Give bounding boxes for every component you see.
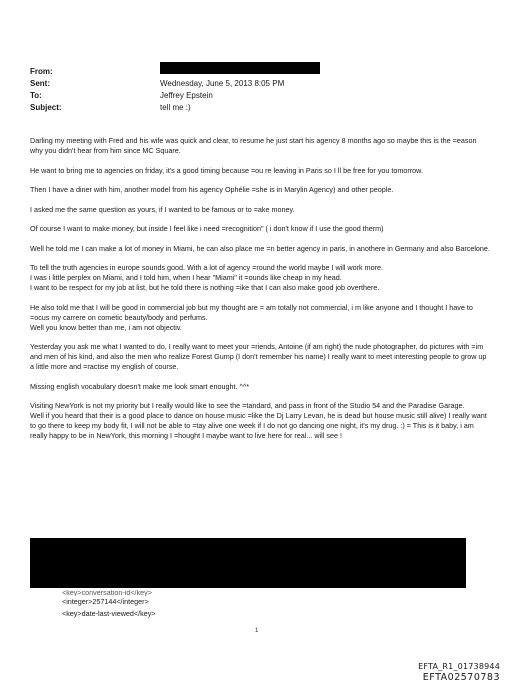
body-paragraph: Visiting NewYork is not my priority but I really would like to see the =tandard, and pass in front of the Studio 54 and the Paradise Garage. Well if you heard that their is a good place to dance on house music =like the Dj Larry Levan, he is dead but house music still alive) I really want to go there to keep my body fit, I will not be able to =tay alive one week if I do not go dancing one night, it's my drug. :) = This is it baby, i am really happy to be in NewYork, this morning I =hought I maybe want to live here for real... will see ! xyxy=(30,401,487,440)
body-paragraph: Well he told me I can make a lot of money in Miami, he can also place me =n better agency in paris, in anothere in Germany and also Barcelone. xyxy=(30,243,490,253)
body-paragraph: Of course I want to make money, but inside I feel like i need =recognition" ( i don't know if I use the good therm) xyxy=(30,224,384,233)
email-body xyxy=(30,136,490,451)
body-paragraph: Darling my meeting with Fred and his wife was quick and clear, to resume he just start his agency 8 months ago so maybe this is the =eason why you didn't hear from him since MC Square. xyxy=(30,136,477,155)
body-paragraph: He also told me that I will be good in commercial job but my thought are = am totally not commercial, i m like anyone and I thought I have to =ocus my carrere on cometic beauty/body and perfums. Well you know better than me, i am not objectiv. xyxy=(30,302,473,332)
body-paragraph: Yesterday you ask me what I wanted to do, I really want to meet your =riends, Antoine (if am right) the nude photographer, do pictures with =im and men of his kind, and also the men who realize Forest Gump (I don't remember his name) I really want to meet interesting people to grow up a little more and =ractise my english of course. xyxy=(30,342,487,371)
body-paragraph: He want to bring me to agencies on friday, it's a good timing because =ou re leaving in Paris so I ll be free for you tomorrow. xyxy=(30,165,423,175)
subject-value: tell me :) xyxy=(160,103,191,112)
page-number: 1 xyxy=(255,628,259,634)
sent-value: Wednesday, June 5, 2013 8:05 PM xyxy=(160,79,285,88)
body-paragraph: I asked me the same question as yours, if I wanted to be famous or to =ake money. xyxy=(30,204,295,214)
redaction-bar-sender xyxy=(160,62,320,74)
to-label: To: xyxy=(30,91,42,100)
xml-line: <key>date-last-viewed</key> xyxy=(62,609,156,618)
body-paragraph: Missing english vocabulary doesn't make me look smart enought. ^^* xyxy=(30,381,250,391)
subject-label: Subject: xyxy=(30,103,62,112)
sent-label: Sent: xyxy=(30,79,50,88)
document-id-primary: EFTA_R1_01738944 xyxy=(418,662,500,671)
to-row xyxy=(30,90,490,102)
subject-row xyxy=(30,102,490,114)
xml-fragment xyxy=(62,590,156,620)
to-value: Jeffrey Epstein xyxy=(160,91,213,100)
xml-line: <integer>257144</integer> xyxy=(62,597,149,606)
xml-line-cut: <key>conversation-id</key> xyxy=(62,590,152,596)
document-ids xyxy=(418,662,500,684)
body-paragraph: Then I have a diner with him, another model from his agency Ophélie =she is in Marylin Agency) and other people. xyxy=(30,185,394,194)
body-paragraph: To tell the truth agencies in europe sounds good. With a lot of agency =round the world maybe I will work more. I was i little perplex on Miami, and I told him, when I hear "Miami" it =ounds like cheap in my head. I want to be respect for my job at list, but he told there is nothing =ike that I can also make good job overthere. xyxy=(30,263,383,292)
sent-row xyxy=(30,78,490,90)
document-id-secondary: EFTA02570783 xyxy=(422,672,500,683)
redaction-bar-signature xyxy=(30,538,466,588)
from-label: From: xyxy=(30,67,53,76)
